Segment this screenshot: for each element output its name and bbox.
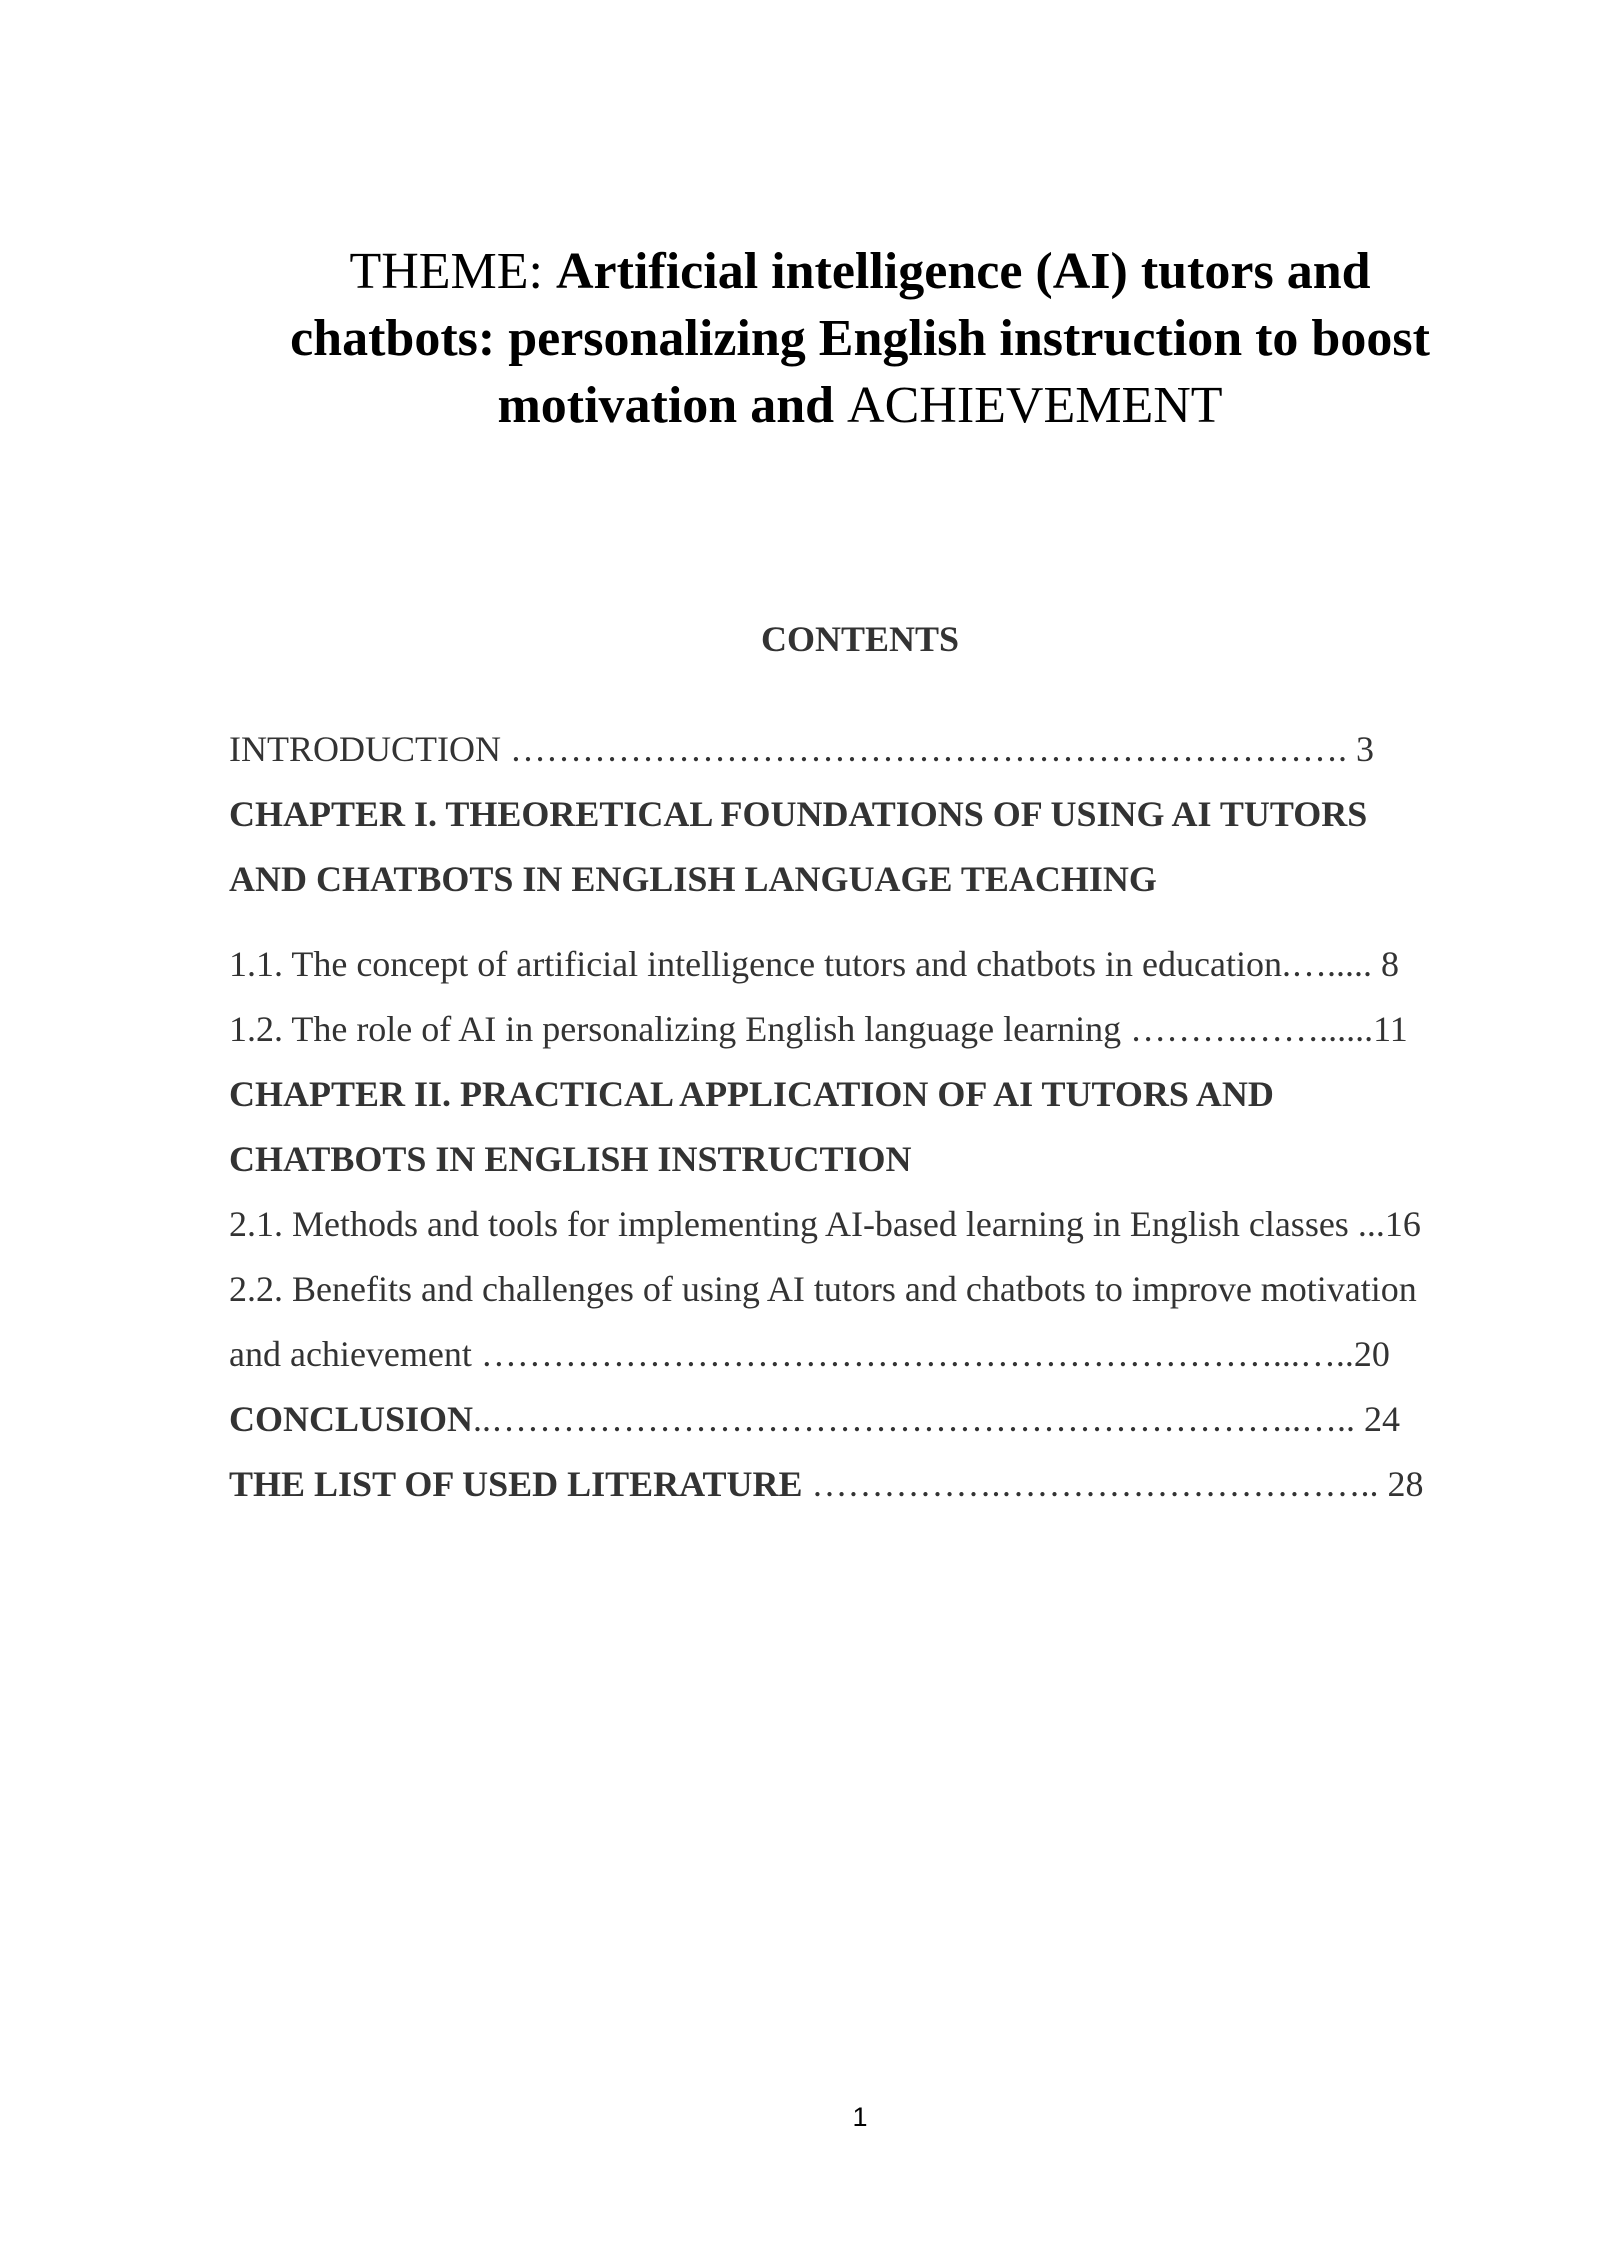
title-theme-label: THEME	[349, 243, 529, 300]
toc-chapter-2-line-1[interactable]: CHAPTER II. PRACTICAL APPLICATION OF AI TUTORS AND	[229, 1074, 1274, 1114]
document-title	[230, 238, 1490, 439]
toc-conclusion-leader: ..…………………………………………………………..….. 24	[473, 1399, 1401, 1439]
toc-chapter-1-line-1[interactable]: CHAPTER I. THEORETICAL FOUNDATIONS OF USING AI TUTORS	[229, 794, 1368, 834]
toc-item-2-2-line-1[interactable]: 2.2. Benefits and challenges of using AI tutors and chatbots to improve motivation	[229, 1269, 1417, 1309]
title-line-3	[230, 372, 1490, 439]
toc-conclusion-label: CONCLUSION	[229, 1399, 474, 1439]
toc-chapter-1-line-2[interactable]: AND CHATBOTS IN ENGLISH LANGUAGE TEACHING	[229, 859, 1157, 899]
toc-literature-leader: …………….………………………….. 28	[802, 1464, 1424, 1504]
title-line-1	[230, 238, 1490, 305]
toc-conclusion[interactable]	[229, 1397, 1400, 1441]
toc-item-2-2-line-2[interactable]: and achievement …………………………………………………………...…..20	[229, 1334, 1390, 1374]
title-achievement: ACHIEVEMENT	[847, 377, 1223, 434]
title-colon: :	[528, 243, 556, 300]
title-line-1-text: Artificial intelligence (AI) tutors and	[556, 243, 1371, 300]
page-number: 1	[852, 2102, 868, 2132]
toc-introduction-leader: ……………………………………………………………. 3	[509, 729, 1374, 769]
contents-heading: CONTENTS	[760, 619, 960, 659]
toc-introduction-label: INTRODUCTION	[229, 729, 510, 769]
title-line-2: chatbots: personalizing English instruction to boost	[290, 310, 1430, 367]
toc-literature[interactable]	[229, 1462, 1424, 1506]
toc-introduction[interactable]	[229, 727, 1374, 771]
title-line-3-text: motivation and	[497, 377, 848, 434]
toc-item-1-2[interactable]: 1.2. The role of AI in personalizing English language learning ……….……......11	[229, 1009, 1408, 1049]
toc-item-1-1[interactable]: 1.1. The concept of artificial intelligence tutors and chatbots in education.…..... 8	[229, 944, 1399, 984]
toc-item-2-1[interactable]: 2.1. Methods and tools for implementing AI-based learning in English classes ...16	[229, 1204, 1421, 1244]
toc-chapter-2-line-2[interactable]: CHATBOTS IN ENGLISH INSTRUCTION	[229, 1139, 912, 1179]
toc-literature-label: THE LIST OF USED LITERATURE	[229, 1464, 803, 1504]
